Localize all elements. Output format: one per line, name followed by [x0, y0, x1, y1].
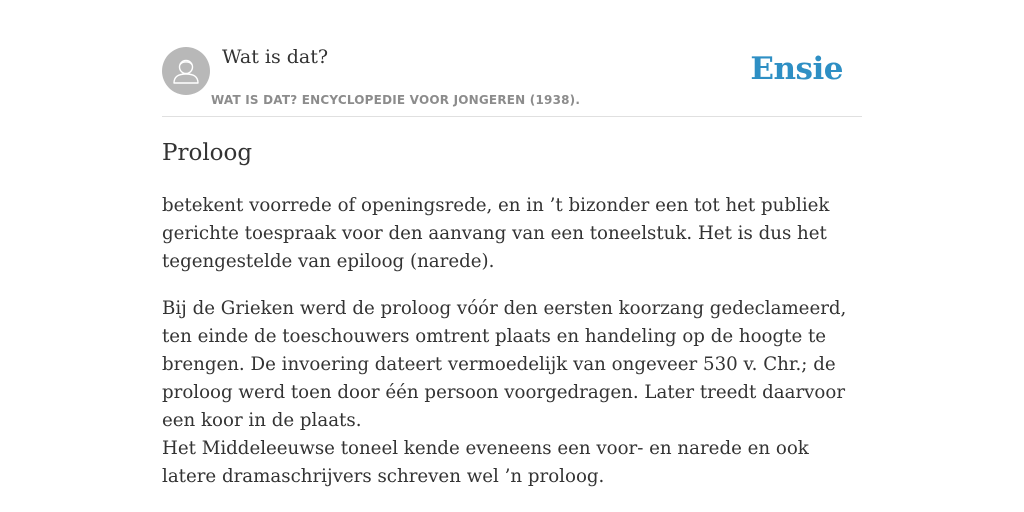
- entry-paragraph-2: Bij de Grieken werd de proloog vóór den eersten koorzang gedeclameerd, ten einde de toeschouwers omtrent plaats en handeling op de hoogte te brengen. De invoering dateert vermoedelijk van ongeveer 530 v. Chr.; de proloog werd toen door één persoon voorgedragen. Later treedt daarvoor een koor in de plaats.: [162, 298, 847, 431]
- entry-paragraph-1: betekent voorrede of openingsrede, en in ’t bizonder een tot het publiek gerichte toespraak voor den aanvang van een toneelstuk. Het is dus het tegengestelde van epiloog (narede).: [162, 195, 830, 272]
- user-icon: [162, 47, 210, 95]
- source-header: [162, 0, 862, 117]
- source-subtitle: WAT IS DAT? ENCYCLOPEDIE VOOR JONGEREN (1938).: [211, 93, 581, 107]
- page-container: [162, 0, 862, 487]
- ensie-logo[interactable]: Ensie: [750, 51, 843, 87]
- entry-title: Proloog: [162, 140, 253, 166]
- entry-paragraph-3: Het Middeleeuwse toneel kende eveneens een voor- en narede en ook latere dramaschrijvers schreven wel ’n proloog.: [162, 438, 809, 487]
- source-avatar[interactable]: [162, 47, 210, 95]
- source-title-link[interactable]: Wat is dat?: [222, 46, 329, 68]
